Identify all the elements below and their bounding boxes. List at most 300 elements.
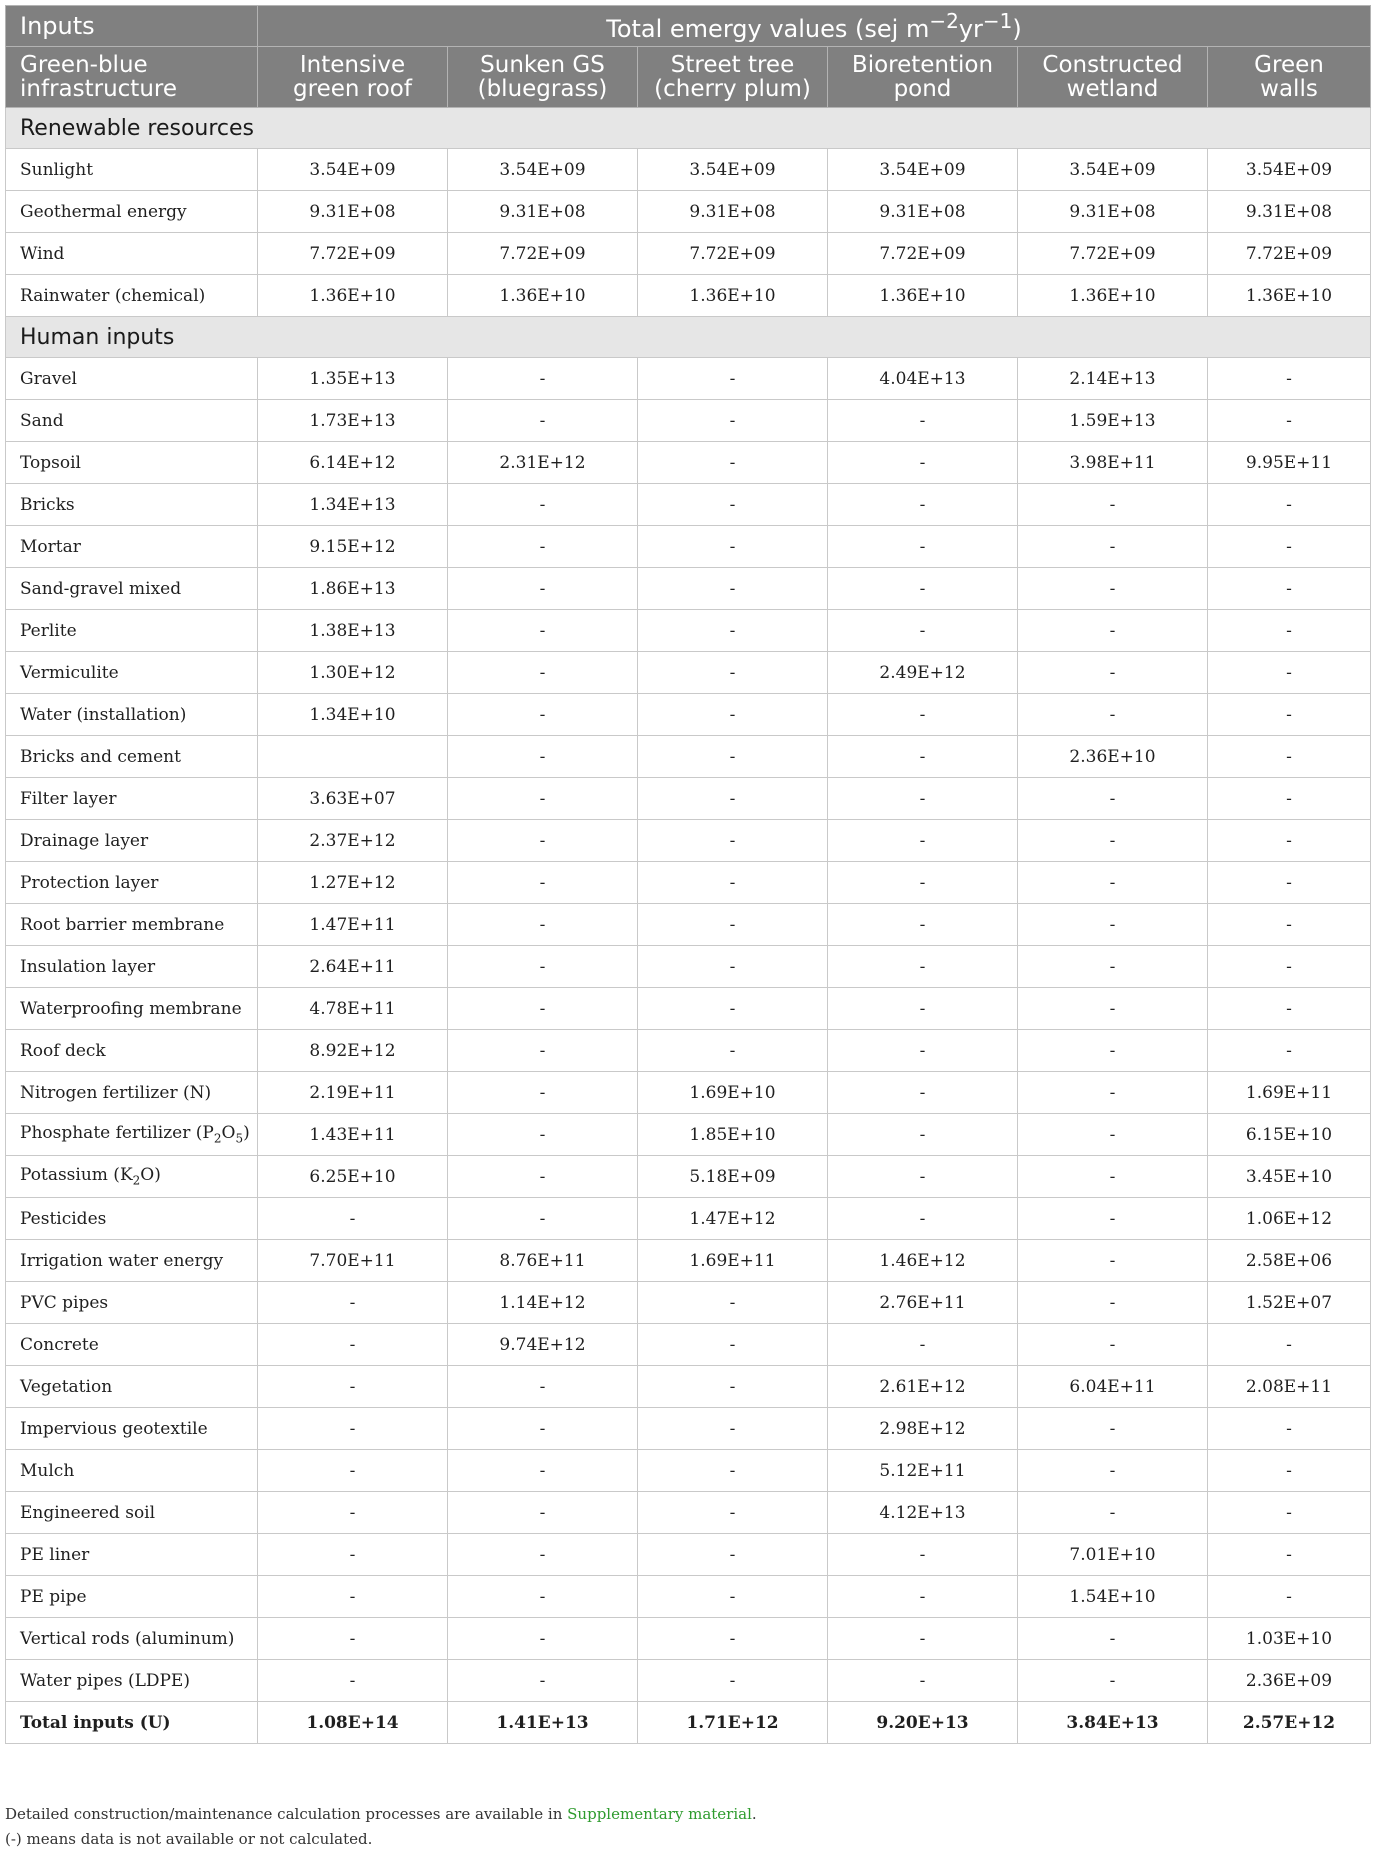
cell-value: 6.25E+10 (258, 1156, 448, 1198)
cell-value: 9.31E+08 (828, 191, 1018, 233)
cell-value: - (448, 694, 638, 736)
cell-value: - (1208, 736, 1371, 778)
cell-value: - (1018, 1324, 1208, 1366)
cell-value: 2.37E+12 (258, 820, 448, 862)
cell-value: 2.36E+09 (1208, 1660, 1371, 1702)
cell-value: - (828, 904, 1018, 946)
cell-value: - (448, 1156, 638, 1198)
row-label: Concrete (6, 1324, 258, 1366)
cell-value: 9.95E+11 (1208, 442, 1371, 484)
cell-value: 1.38E+13 (258, 610, 448, 652)
cell-value: 1.52E+07 (1208, 1282, 1371, 1324)
row-label: Potassium $(K_2O)$ (6, 1156, 258, 1198)
cell-value: - (448, 862, 638, 904)
cell-value: - (1208, 526, 1371, 568)
table-row (6, 1282, 1371, 1324)
cell-value: 1.43E+11 (258, 1114, 448, 1156)
cell-value: - (1208, 652, 1371, 694)
cell-value: - (1018, 820, 1208, 862)
row-label: Gravel (6, 358, 258, 400)
cell-value: - (828, 1324, 1018, 1366)
cell-value: 3.54E+09 (448, 149, 638, 191)
table-row (6, 736, 1371, 778)
cell-value: - (1208, 1534, 1371, 1576)
table-row (6, 694, 1371, 736)
table-row (6, 1450, 1371, 1492)
emergy-table (5, 5, 1371, 1744)
cell-value: 7.72E+09 (828, 233, 1018, 275)
cell-value: 7.70E+11 (258, 1240, 448, 1282)
cell-value: - (638, 484, 828, 526)
table-row (6, 904, 1371, 946)
row-label: Filter layer (6, 778, 258, 820)
cell-value: - (448, 988, 638, 1030)
cell-value: - (1018, 1618, 1208, 1660)
cell-value: 4.12E+13 (828, 1492, 1018, 1534)
cell-value: - (828, 526, 1018, 568)
table-row (6, 1072, 1371, 1114)
cell-value: - (1018, 1072, 1208, 1114)
cell-value: - (1018, 988, 1208, 1030)
cell-value: - (638, 1282, 828, 1324)
cell-value: - (638, 1408, 828, 1450)
cell-value: - (638, 568, 828, 610)
cell-value: 2.36E+10 (1018, 736, 1208, 778)
cell-value: 1.73E+13 (258, 400, 448, 442)
cell-value: 6.14E+12 (258, 442, 448, 484)
cell-value: 9.15E+12 (258, 526, 448, 568)
cell-value: - (828, 1030, 1018, 1072)
cell-value: - (828, 1534, 1018, 1576)
row-label: Sand-gravel mixed (6, 568, 258, 610)
cell-value: - (1018, 1114, 1208, 1156)
row-label: Protection layer (6, 862, 258, 904)
cell-value: 7.72E+09 (638, 233, 828, 275)
col-header-sunken-gs: Sunken GS (bluegrass) (448, 47, 638, 108)
cell-value: - (638, 946, 828, 988)
total-value: 9.20E+13 (828, 1702, 1018, 1744)
cell-value: - (448, 946, 638, 988)
cell-value (258, 736, 448, 778)
cell-value: - (828, 736, 1018, 778)
cell-value: - (448, 1660, 638, 1702)
table-row (6, 820, 1371, 862)
cell-value: - (1018, 568, 1208, 610)
row-label: Mulch (6, 1450, 258, 1492)
table-row (6, 568, 1371, 610)
cell-value: - (258, 1408, 448, 1450)
cell-value: 2.08E+11 (1208, 1366, 1371, 1408)
cell-value: - (638, 1366, 828, 1408)
cell-value: - (258, 1492, 448, 1534)
note-supplementary: Detailed construction/maintenance calculation processes are available in Supplementary material. (5, 1805, 757, 1823)
table-row (6, 1492, 1371, 1534)
table-row (6, 1030, 1371, 1072)
cell-value: 9.31E+08 (258, 191, 448, 233)
table-row (6, 191, 1371, 233)
cell-value: - (1018, 526, 1208, 568)
table-row (6, 358, 1371, 400)
row-label: Bricks (6, 484, 258, 526)
cell-value: 1.36E+10 (448, 275, 638, 317)
total-value: 3.84E+13 (1018, 1702, 1208, 1744)
table-row (6, 1366, 1371, 1408)
cell-value: - (258, 1660, 448, 1702)
note-missing-data: (-) means data is not available or not calculated. (5, 1830, 373, 1848)
row-label: Sand (6, 400, 258, 442)
total-emergy-header: Total emergy values (sej $m^{-2}yr^{-1}$) (258, 6, 1371, 47)
supplementary-link[interactable]: Supplementary material (567, 1805, 752, 1823)
row-label: Root barrier membrane (6, 904, 258, 946)
cell-value: 1.36E+10 (258, 275, 448, 317)
cell-value: - (828, 988, 1018, 1030)
cell-value: - (828, 1576, 1018, 1618)
cell-value: - (448, 1576, 638, 1618)
total-value: 1.41E+13 (448, 1702, 638, 1744)
cell-value: - (448, 400, 638, 442)
cell-value: - (448, 358, 638, 400)
cell-value: - (448, 1072, 638, 1114)
cell-value: - (448, 904, 638, 946)
cell-value: - (258, 1618, 448, 1660)
cell-value: - (448, 736, 638, 778)
cell-value: 3.54E+09 (828, 149, 1018, 191)
row-label: Nitrogen fertilizer (N) (6, 1072, 258, 1114)
cell-value: - (638, 610, 828, 652)
table-row (6, 1156, 1371, 1198)
total-value: 1.71E+12 (638, 1702, 828, 1744)
row-label: Insulation layer (6, 946, 258, 988)
cell-value: - (1208, 1030, 1371, 1072)
cell-value: 9.31E+08 (448, 191, 638, 233)
cell-value: - (1208, 1324, 1371, 1366)
cell-value: - (258, 1576, 448, 1618)
cell-value: - (1208, 400, 1371, 442)
table-row (6, 1660, 1371, 1702)
row-label: Vermiculite (6, 652, 258, 694)
section-title: Renewable resources (6, 108, 1371, 149)
cell-value: 4.04E+13 (828, 358, 1018, 400)
cell-value: 5.18E+09 (638, 1156, 828, 1198)
cell-value: - (638, 358, 828, 400)
cell-value: - (448, 484, 638, 526)
cell-value: - (448, 1198, 638, 1240)
row-label: Roof deck (6, 1030, 258, 1072)
cell-value: 9.31E+08 (1208, 191, 1371, 233)
col-header-green-roof: Intensive green roof (258, 47, 448, 108)
cell-value: - (1018, 694, 1208, 736)
cell-value: 1.69E+11 (638, 1240, 828, 1282)
cell-value: - (638, 820, 828, 862)
table-body (6, 108, 1371, 1744)
col-header-street-tree: Street tree (cherry plum) (638, 47, 828, 108)
row-label: Topsoil (6, 442, 258, 484)
table-row (6, 1240, 1371, 1282)
cell-value: 7.72E+09 (448, 233, 638, 275)
cell-value: - (828, 442, 1018, 484)
cell-value: 1.36E+10 (828, 275, 1018, 317)
cell-value: 1.54E+10 (1018, 1576, 1208, 1618)
table-row (6, 1114, 1371, 1156)
cell-value: 1.35E+13 (258, 358, 448, 400)
cell-value: 3.63E+07 (258, 778, 448, 820)
cell-value: 2.58E+06 (1208, 1240, 1371, 1282)
cell-value: - (1018, 778, 1208, 820)
cell-value: - (448, 610, 638, 652)
header-row-2 (6, 47, 1371, 108)
row-label: Mortar (6, 526, 258, 568)
table-row (6, 526, 1371, 568)
total-value: 1.08E+14 (258, 1702, 448, 1744)
cell-value: 3.54E+09 (258, 149, 448, 191)
cell-value: - (828, 568, 1018, 610)
cell-value: 1.34E+13 (258, 484, 448, 526)
cell-value: 6.15E+10 (1208, 1114, 1371, 1156)
row-label: Impervious geotextile (6, 1408, 258, 1450)
cell-value: - (638, 652, 828, 694)
cell-value: 2.14E+13 (1018, 358, 1208, 400)
cell-value: - (1208, 694, 1371, 736)
table-row (6, 946, 1371, 988)
table-row (6, 862, 1371, 904)
cell-value: 1.85E+10 (638, 1114, 828, 1156)
table-row (6, 778, 1371, 820)
cell-value: - (638, 1660, 828, 1702)
cell-value: - (828, 484, 1018, 526)
cell-value: - (448, 652, 638, 694)
cell-value: - (828, 610, 1018, 652)
table-row (6, 149, 1371, 191)
total-value: 2.57E+12 (1208, 1702, 1371, 1744)
row-label: Phosphate fertilizer $(P_2O_5)$ (6, 1114, 258, 1156)
cell-value: 1.34E+10 (258, 694, 448, 736)
cell-value: - (828, 946, 1018, 988)
cell-value: - (638, 862, 828, 904)
col-header-green-walls: Green walls (1208, 47, 1371, 108)
table-row (6, 484, 1371, 526)
table-row (6, 1618, 1371, 1660)
row-label: Water (installation) (6, 694, 258, 736)
cell-value: - (448, 778, 638, 820)
cell-value: - (1208, 946, 1371, 988)
cell-value: 2.49E+12 (828, 652, 1018, 694)
cell-value: - (1208, 1408, 1371, 1450)
table-row (6, 442, 1371, 484)
cell-value: - (828, 1660, 1018, 1702)
cell-value: 3.54E+09 (1208, 149, 1371, 191)
cell-value: 8.76E+11 (448, 1240, 638, 1282)
cell-value: - (638, 1450, 828, 1492)
cell-value: - (638, 778, 828, 820)
row-label: Drainage layer (6, 820, 258, 862)
cell-value: - (828, 400, 1018, 442)
cell-value: - (638, 1534, 828, 1576)
cell-value: 1.30E+12 (258, 652, 448, 694)
cell-value: - (1208, 904, 1371, 946)
cell-value: 1.03E+10 (1208, 1618, 1371, 1660)
cell-value: 3.98E+11 (1018, 442, 1208, 484)
cell-value: - (1018, 1240, 1208, 1282)
row-label: Vertical rods (aluminum) (6, 1618, 258, 1660)
table-row (6, 1198, 1371, 1240)
cell-value: - (1208, 568, 1371, 610)
cell-value: - (828, 1156, 1018, 1198)
cell-value: 2.76E+11 (828, 1282, 1018, 1324)
cell-value: - (448, 820, 638, 862)
cell-value: 7.72E+09 (258, 233, 448, 275)
cell-value: - (828, 778, 1018, 820)
cell-value: - (828, 694, 1018, 736)
cell-value: - (828, 1114, 1018, 1156)
row-label: Bricks and cement (6, 736, 258, 778)
cell-value: - (1018, 1198, 1208, 1240)
cell-value: 1.27E+12 (258, 862, 448, 904)
cell-value: 3.45E+10 (1208, 1156, 1371, 1198)
cell-value: - (258, 1534, 448, 1576)
cell-value: 4.78E+11 (258, 988, 448, 1030)
cell-value: - (1208, 1576, 1371, 1618)
section-title: Human inputs (6, 317, 1371, 358)
row-label: Engineered soil (6, 1492, 258, 1534)
cell-value: 3.54E+09 (638, 149, 828, 191)
cell-value: - (448, 1492, 638, 1534)
cell-value: 7.72E+09 (1208, 233, 1371, 275)
row-label: Rainwater (chemical) (6, 275, 258, 317)
cell-value: - (1018, 862, 1208, 904)
cell-value: - (258, 1366, 448, 1408)
cell-value: - (1208, 1492, 1371, 1534)
row-label: Geothermal energy (6, 191, 258, 233)
cell-value: - (1208, 988, 1371, 1030)
cell-value: - (1018, 1156, 1208, 1198)
section-row (6, 108, 1371, 149)
cell-value: - (1018, 1030, 1208, 1072)
header-row-1 (6, 6, 1371, 47)
cell-value: 1.14E+12 (448, 1282, 638, 1324)
cell-value: 3.54E+09 (1018, 149, 1208, 191)
cell-value: - (258, 1282, 448, 1324)
cell-value: - (638, 1618, 828, 1660)
gbi-header: Green-blue infrastructure (6, 47, 258, 108)
cell-value: - (448, 1534, 638, 1576)
cell-value: - (638, 1492, 828, 1534)
cell-value: 9.31E+08 (1018, 191, 1208, 233)
cell-value: 1.69E+10 (638, 1072, 828, 1114)
cell-value: - (638, 1324, 828, 1366)
cell-value: - (1208, 484, 1371, 526)
table-row (6, 610, 1371, 652)
table-row (6, 1324, 1371, 1366)
cell-value: - (448, 1450, 638, 1492)
cell-value: - (1018, 610, 1208, 652)
cell-value: - (1018, 1660, 1208, 1702)
cell-value: 2.61E+12 (828, 1366, 1018, 1408)
cell-value: 2.64E+11 (258, 946, 448, 988)
cell-value: 1.36E+10 (638, 275, 828, 317)
cell-value: - (638, 988, 828, 1030)
cell-value: - (1018, 652, 1208, 694)
cell-value: 1.86E+13 (258, 568, 448, 610)
cell-value: 1.59E+13 (1018, 400, 1208, 442)
cell-value: - (1208, 610, 1371, 652)
cell-value: - (638, 904, 828, 946)
cell-value: 2.31E+12 (448, 442, 638, 484)
row-label: PE pipe (6, 1576, 258, 1618)
cell-value: - (828, 1198, 1018, 1240)
cell-value: - (828, 862, 1018, 904)
cell-value: - (1208, 358, 1371, 400)
row-label: Water pipes (LDPE) (6, 1660, 258, 1702)
cell-value: - (1018, 904, 1208, 946)
table-row (6, 652, 1371, 694)
cell-value: - (448, 1030, 638, 1072)
cell-value: - (638, 1576, 828, 1618)
cell-value: - (258, 1450, 448, 1492)
cell-value: 1.36E+10 (1208, 275, 1371, 317)
cell-value: - (638, 1030, 828, 1072)
cell-value: 1.06E+12 (1208, 1198, 1371, 1240)
cell-value: - (828, 1072, 1018, 1114)
total-label: Total inputs (U) (6, 1702, 258, 1744)
row-label: Wind (6, 233, 258, 275)
table-row (6, 1408, 1371, 1450)
cell-value: - (1208, 1450, 1371, 1492)
cell-value: 2.19E+11 (258, 1072, 448, 1114)
row-label: PVC pipes (6, 1282, 258, 1324)
cell-value: 7.01E+10 (1018, 1534, 1208, 1576)
cell-value: - (638, 526, 828, 568)
cell-value: - (1018, 484, 1208, 526)
cell-value: 1.69E+11 (1208, 1072, 1371, 1114)
cell-value: 9.31E+08 (638, 191, 828, 233)
cell-value: - (828, 820, 1018, 862)
cell-value: - (1208, 820, 1371, 862)
cell-value: - (638, 442, 828, 484)
cell-value: - (1018, 1408, 1208, 1450)
col-header-wetland: Constructed wetland (1018, 47, 1208, 108)
cell-value: - (638, 694, 828, 736)
cell-value: 1.36E+10 (1018, 275, 1208, 317)
cell-value: - (638, 400, 828, 442)
inputs-header: Inputs (6, 6, 258, 47)
total-row (6, 1702, 1371, 1744)
table-row (6, 1576, 1371, 1618)
row-label: Irrigation water energy (6, 1240, 258, 1282)
cell-value: - (448, 526, 638, 568)
cell-value: - (258, 1324, 448, 1366)
table-row (6, 233, 1371, 275)
cell-value: - (1208, 778, 1371, 820)
cell-value: - (1018, 1450, 1208, 1492)
cell-value: 6.04E+11 (1018, 1366, 1208, 1408)
table-notes (5, 1802, 757, 1852)
cell-value: - (638, 736, 828, 778)
row-label: PE liner (6, 1534, 258, 1576)
row-label: Waterproofing membrane (6, 988, 258, 1030)
col-header-bioretention: Bioretention pond (828, 47, 1018, 108)
cell-value: - (448, 1114, 638, 1156)
cell-value: - (828, 1618, 1018, 1660)
cell-value: 7.72E+09 (1018, 233, 1208, 275)
cell-value: 5.12E+11 (828, 1450, 1018, 1492)
cell-value: - (448, 1408, 638, 1450)
cell-value: - (1018, 1282, 1208, 1324)
row-label: Vegetation (6, 1366, 258, 1408)
cell-value: 1.47E+11 (258, 904, 448, 946)
cell-value: 8.92E+12 (258, 1030, 448, 1072)
cell-value: 1.46E+12 (828, 1240, 1018, 1282)
cell-value: - (448, 1366, 638, 1408)
